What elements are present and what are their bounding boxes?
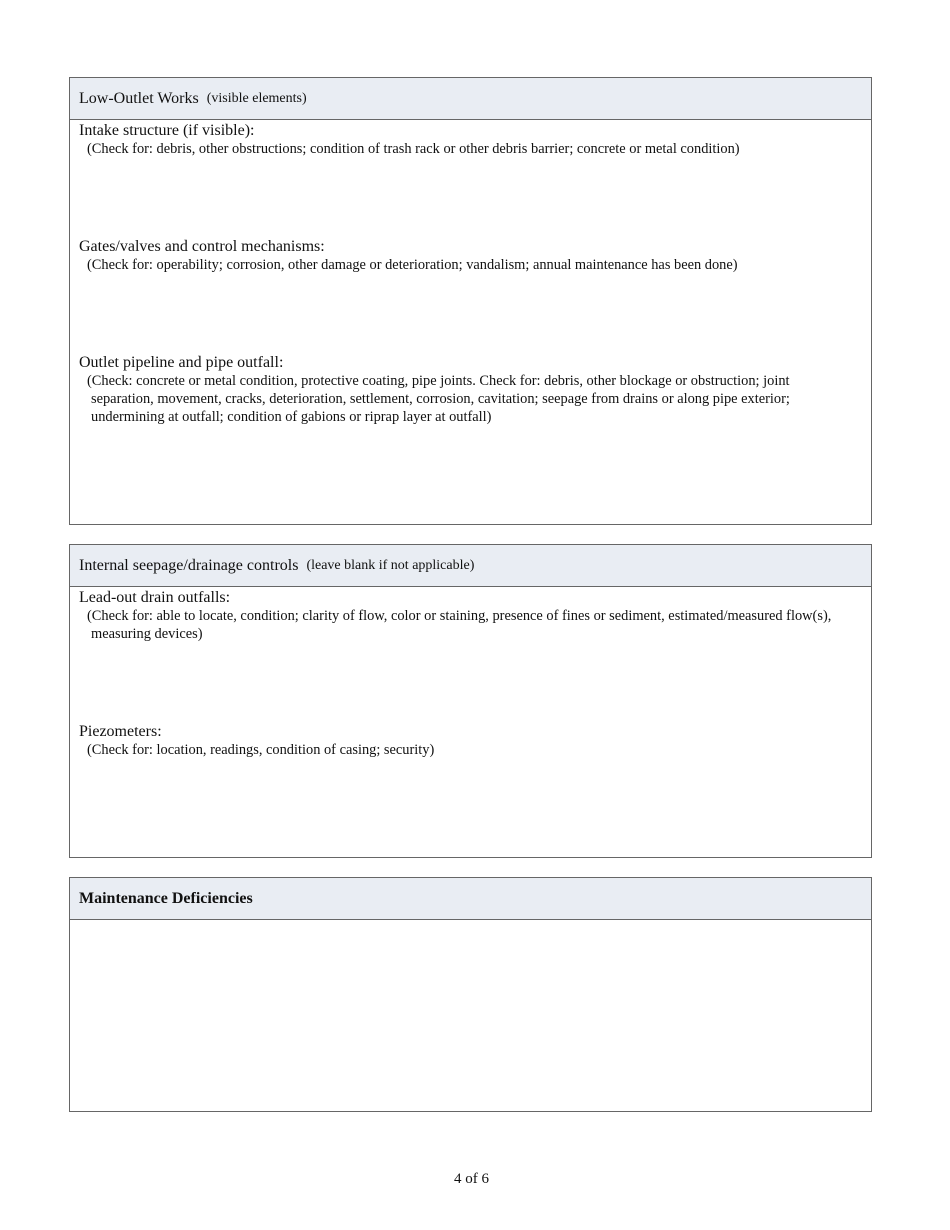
- maintenance-deficiencies-title: Maintenance Deficiencies: [79, 889, 253, 907]
- piezometers-item: [79, 723, 851, 759]
- internal-seepage-note: (leave blank if not applicable): [306, 557, 475, 573]
- low-outlet-works-title: Low-Outlet Works: [79, 89, 199, 107]
- page-number: 4 of 6: [454, 1171, 489, 1187]
- outlet-pipeline-label: Outlet pipeline and pipe outfall:: [79, 354, 284, 371]
- gates-valves-label: Gates/valves and control mechanisms:: [79, 238, 325, 255]
- internal-seepage-title: Internal seepage/drainage controls: [79, 556, 299, 574]
- intake-structure-label: Intake structure (if visible):: [79, 122, 255, 139]
- piezometers-check: (Check for: location, readings, condition of casing; security): [87, 742, 435, 758]
- lead-out-drain-item: [79, 589, 851, 643]
- low-outlet-works-note: (visible elements): [206, 90, 307, 106]
- gates-valves-check: (Check for: operability; corrosion, other damage or deterioration; vandalism; annual maintenance has been done): [87, 257, 738, 273]
- internal-seepage-header: [70, 545, 871, 587]
- low-outlet-works-section: [69, 77, 872, 525]
- low-outlet-works-header: [70, 78, 871, 120]
- outlet-pipeline-item: [79, 354, 851, 426]
- intake-structure-item: [79, 122, 851, 158]
- maintenance-deficiencies-section: [69, 877, 872, 1112]
- outlet-pipeline-check: (Check: concrete or metal condition, protective coating, pipe joints. Check for: debris, other blockage or obstruction; joint separation, movement, cracks, deterioration, settlement, corrosion, cavitation; seepage from drains or along pipe exterior; undermining at outfall; condition of gabions or riprap layer at outfall): [87, 373, 790, 425]
- piezometers-label: Piezometers:: [79, 723, 162, 740]
- maintenance-deficiencies-area[interactable]: [70, 920, 871, 1110]
- internal-seepage-section: [69, 544, 872, 858]
- gates-valves-item: [79, 238, 851, 274]
- maintenance-deficiencies-header: [70, 878, 871, 920]
- intake-structure-check: (Check for: debris, other obstructions; condition of trash rack or other debris barrier; concrete or metal condition): [87, 141, 740, 157]
- lead-out-drain-label: Lead-out drain outfalls:: [79, 589, 231, 606]
- lead-out-drain-check: (Check for: able to locate, condition; clarity of flow, color or staining, presence of fines or sediment, estimated/measured flow(s), measuring devices): [87, 608, 832, 642]
